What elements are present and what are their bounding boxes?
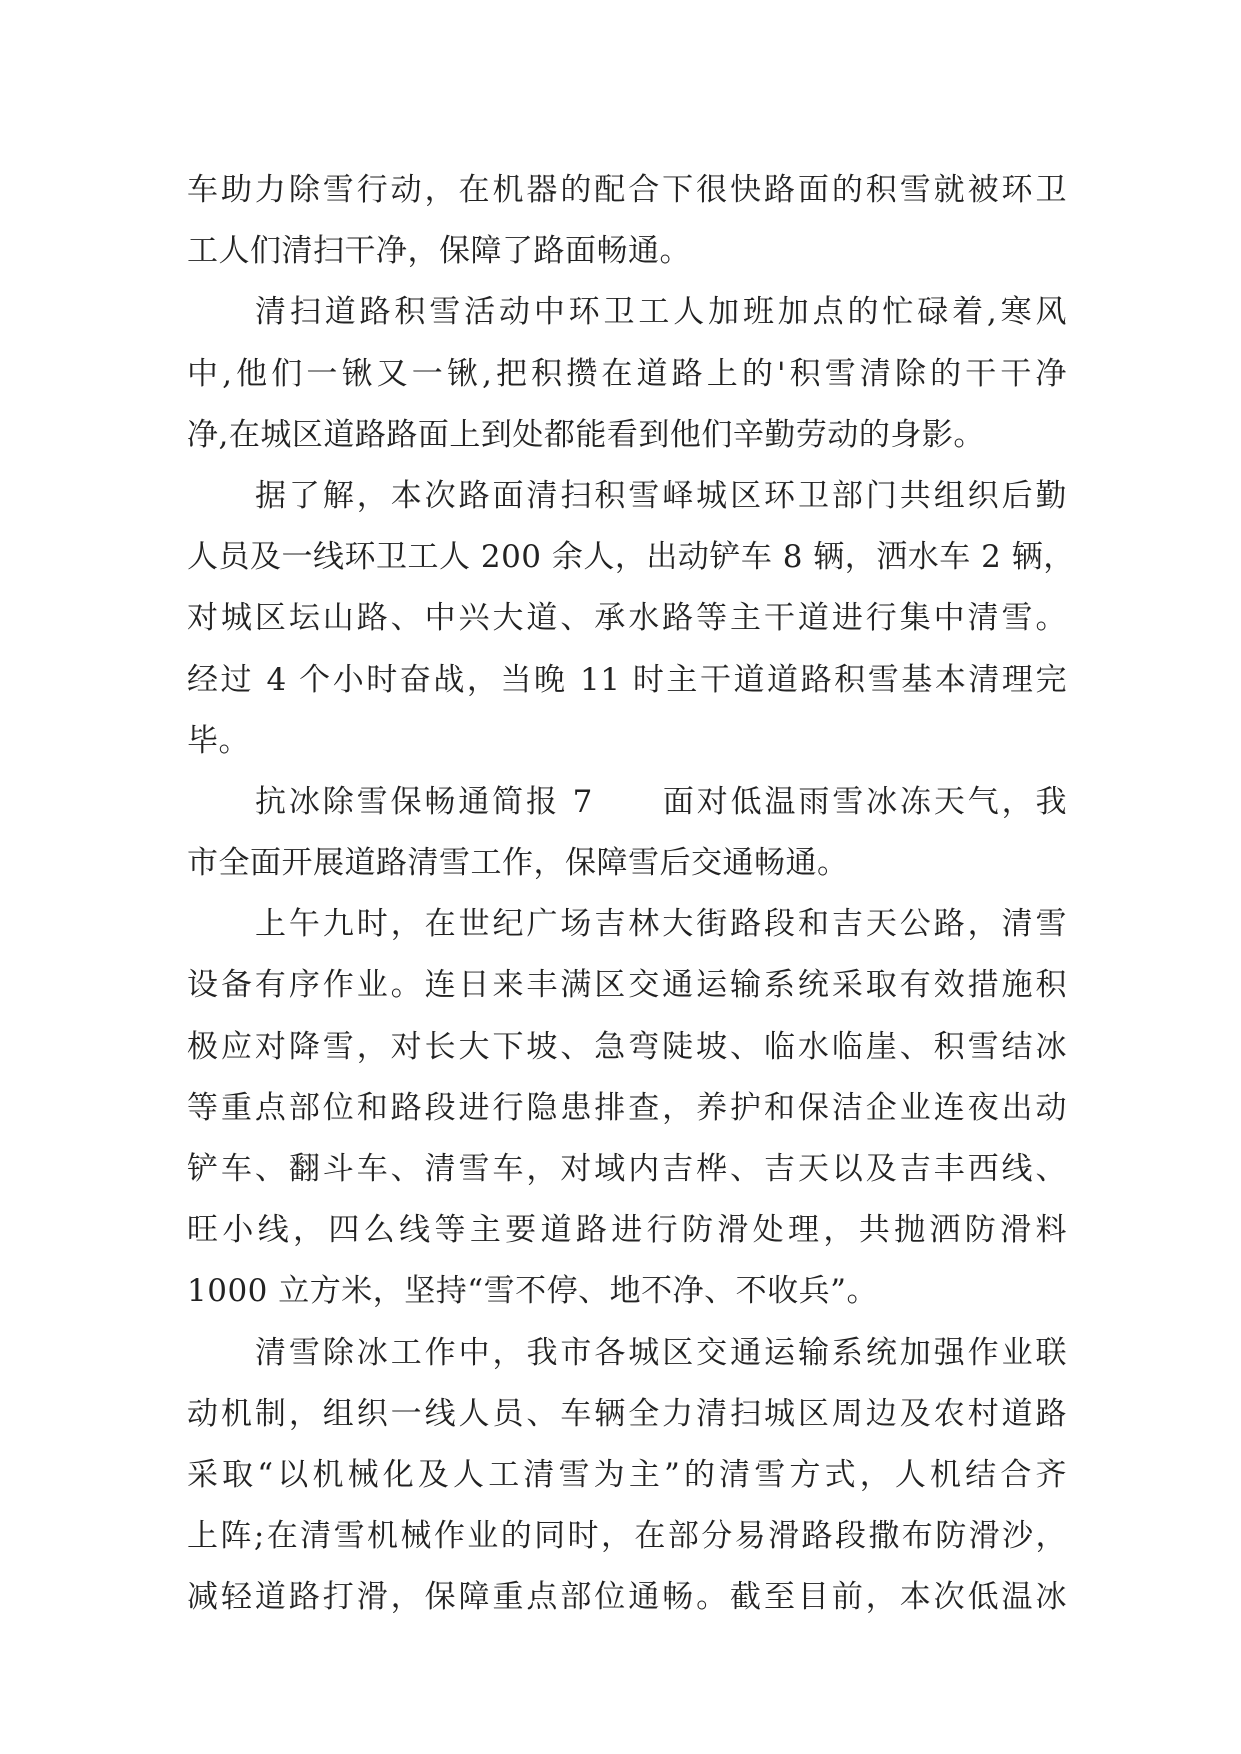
text-line: 车助力除雪行动，在机器的配合下很快路面的积雪就被环卫	[187, 172, 1067, 208]
text-line: 人员及一线环卫工人 200 余人，出动铲车 8 辆，洒水车 2 辆，	[187, 539, 1075, 576]
text-line: 动机制，组织一线人员、车辆全力清扫城区周边及农村道路	[187, 1395, 1067, 1432]
text-line: 工人们清扫干净，保障了路面畅通。	[187, 233, 691, 270]
text-line: 设备有序作业。连日来丰满区交通运输系统采取有效措施积	[187, 967, 1067, 1004]
text-line: 清雪除冰工作中，我市各城区交通运输系统加强作业联	[255, 1334, 1067, 1371]
text-line: 经过 4 个小时奋战，当晚 11 时主干道道路积雪基本清理完	[187, 661, 1067, 698]
document-body	[187, 160, 1075, 1629]
text-line: 市全面开展道路清雪工作，保障雪后交通畅通。	[187, 845, 849, 882]
text-line: 等重点部位和路段进行隐患排查，养护和保洁企业连夜出动	[187, 1089, 1067, 1126]
text-line: 极应对降雪，对长大下坡、急弯陡坡、临水临崖、积雪结冰	[187, 1028, 1067, 1065]
text-line: 净,在城区道路路面上到处都能看到他们辛勤劳动的身影。	[187, 416, 985, 453]
text-line: 清扫道路积雪活动中环卫工人加班加点的忙碌着,寒风	[255, 294, 1067, 331]
text-line: 据了解，本次路面清扫积雪峄城区环卫部门共组织后勤	[255, 477, 1067, 514]
text-line: 抗冰除雪保畅通简报 7 面对低温雨雪冰冻天气，我	[255, 783, 1067, 820]
text-line: 1000 立方米，坚持“雪不停、地不净、不收兵”。	[187, 1273, 878, 1310]
text-line: 旺小线，四么线等主要道路进行防滑处理，共抛洒防滑料	[187, 1212, 1067, 1249]
text-line: 铲车、翻斗车、清雪车，对域内吉桦、吉天以及吉丰西线、	[187, 1151, 1067, 1187]
text-line: 毕。	[187, 722, 250, 759]
text-line: 采取“以机械化及人工清雪为主”的清雪方式，人机结合齐	[187, 1456, 1067, 1493]
text-line: 上午九时，在世纪广场吉林大街路段和吉天公路，清雪	[255, 906, 1067, 943]
text-line: 减轻道路打滑，保障重点部位通畅。截至目前，本次低温冰	[187, 1579, 1067, 1616]
text-line: 中,他们一锹又一锹,把积攒在道路上的'积雪清除的干干净	[187, 355, 1067, 392]
text-line: 对城区坛山路、中兴大道、承水路等主干道进行集中清雪。	[187, 600, 1067, 637]
text-line: 上阵;在清雪机械作业的同时，在部分易滑路段撒布防滑沙，	[187, 1518, 1067, 1555]
